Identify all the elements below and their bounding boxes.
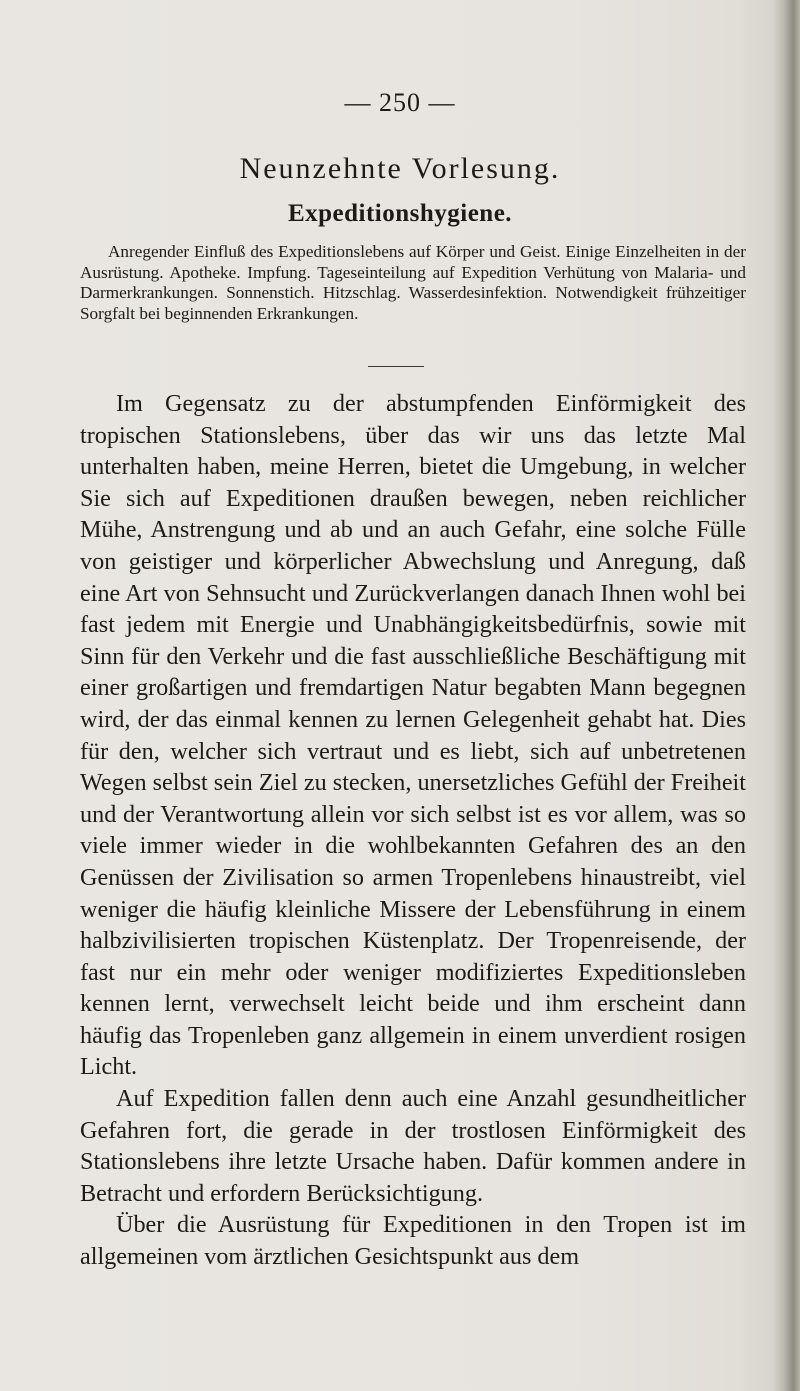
chapter-summary: Anregender Einfluß des Expeditionslebens auf Körper und Geist. Einige Einzelheiten in der Ausrüstung. Apotheke. Impfung. Tageseinteilung auf Expedition Verhütung von Malaria- und Darmerkrankungen. Sonnenstich. Hitzschlag. Wasserdesinfektion. Notwendigkeit frühzeitiger Sorgfalt bei beginnenden Erkrankungen. (80, 242, 746, 323)
body-paragraph: Im Gegensatz zu der abstumpfenden Einförmigkeit des tropischen Stationslebens, über das wir uns das letzte Mal unterhalten haben, meine Herren, bietet die Umgebung, in welcher Sie sich auf Expeditionen draußen bewegen, neben reichlicher Mühe, Anstrengung und ab und an auch Gefahr, eine solche Fülle von geistiger und körperlicher Abwechslung und Anregung, daß eine Art von Sehnsucht und Zurückverlangen danach Ihnen wohl bei fast jedem mit Energie und Unabhängigkeitsbedürfnis, sowie mit Sinn für den Verkehr und die fast ausschließliche Beschäftigung mit einer großartigen und fremdartigen Natur begabten Mann begegnen wird, der das einmal kennen zu lernen Gelegenheit gehabt hat. Dies für den, welcher sich vertraut und es liebt, sich auf unbetretenen Wegen selbst sein Ziel zu stecken, unersetzliches Gefühl der Freiheit und der Verantwortung allein vor sich selbst ist es vor allem, was so viele immer wieder in die wohlbekannten Gefahren des an den Genüssen der Zivilisation so armen Tropenlebens hinaustreibt, viel weniger die häufig kleinliche Missere der Lebensführung in einem halbzivilisierten tropischen Küstenplatz. Der Tropenreisende, der fast nur ein mehr oder weniger modifiziertes Expeditionsleben kennen lernt, verwechselt leicht beide und ihm erscheint dann häufig das Tropenleben ganz allgemein in einem unverdient rosigen Licht. (80, 390, 746, 1081)
section-divider (368, 366, 424, 367)
body-paragraph: Über die Ausrüstung für Expeditionen in den Tropen ist im allgemeinen vom ärztlichen Gesichtspunkt aus dem (80, 1211, 746, 1271)
body-paragraph: Auf Expedition fallen denn auch eine Anzahl gesundheitlicher Gefahren fort, die gerade in der trostlosen Einförmigkeit des Stationslebens ihre letzte Ursache haben. Dafür kommen andere in Betracht und erfordern Berücksichtigung. (80, 1085, 746, 1207)
page-number: — 250 — (344, 88, 456, 117)
page-edge-shadow (774, 0, 800, 1391)
chapter-title: Neunzehnte Vorlesung. (239, 152, 561, 185)
body-text (80, 388, 746, 1273)
section-title: Expeditionshygiene. (287, 200, 513, 227)
